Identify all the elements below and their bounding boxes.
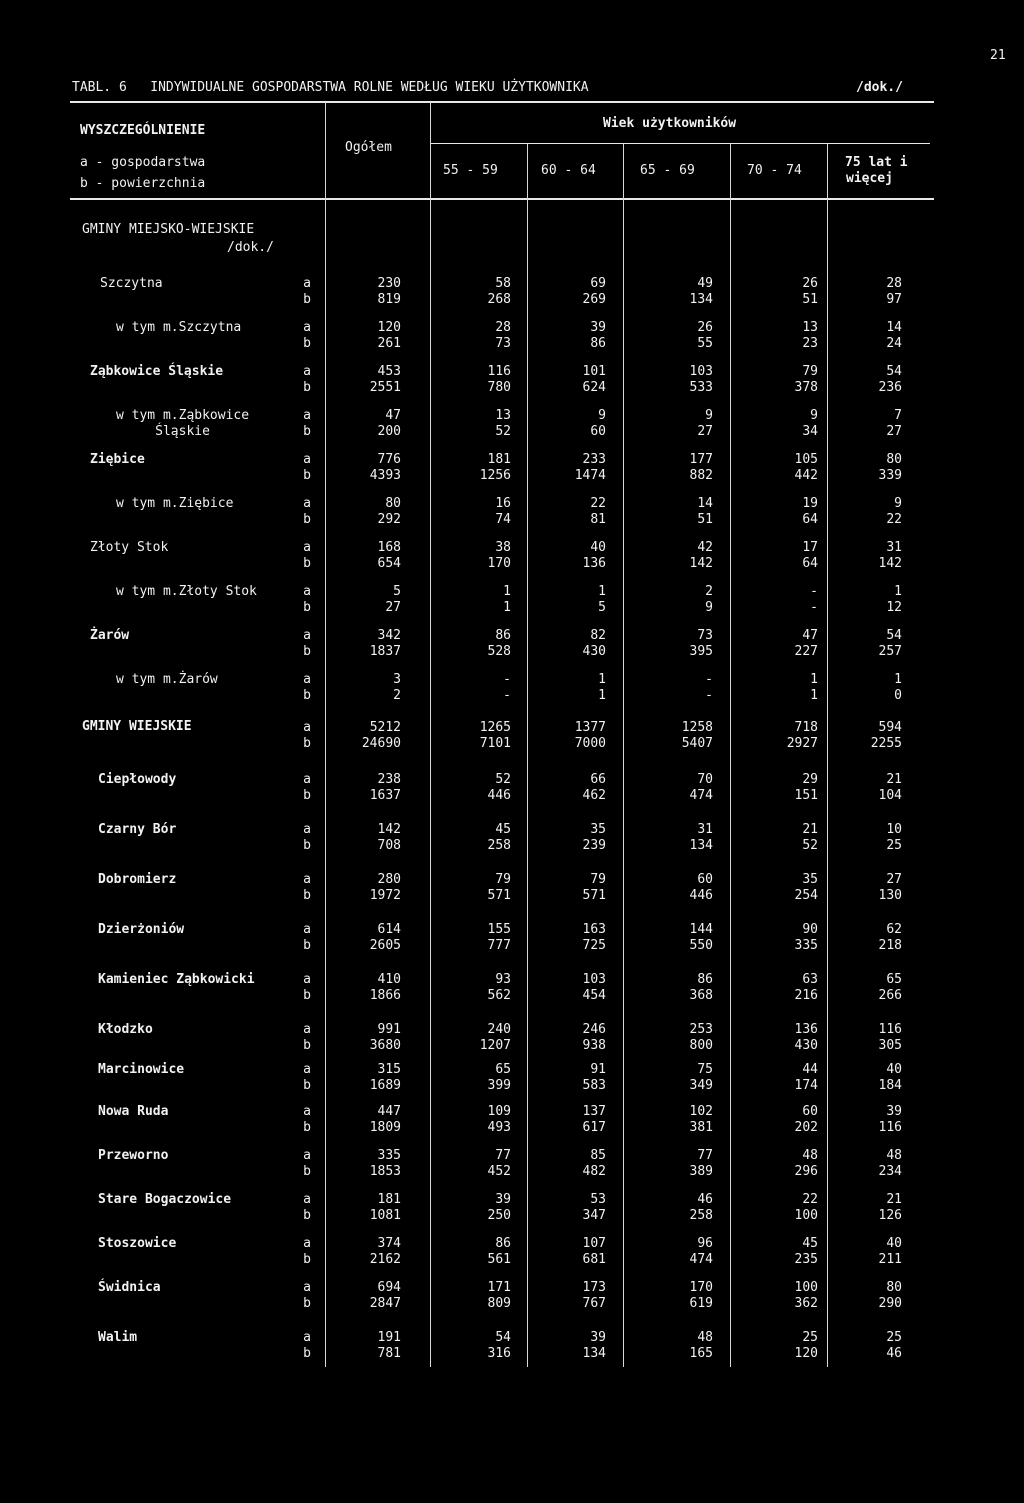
cell-70-74: 44 174 [794, 1062, 818, 1093]
cell-70-74: 29 151 [794, 772, 818, 803]
cell-65-69: 26 55 [697, 320, 713, 351]
cell-55-59: 79 571 [487, 872, 511, 903]
legend-b: b - powierzchnia [80, 176, 206, 191]
header-top-rule [70, 101, 934, 103]
cell-75-plus: 10 25 [886, 822, 902, 853]
cell-60-64: 22 81 [590, 496, 606, 527]
cell-ogolem: 410 1866 [369, 972, 401, 1003]
cell-60-64: 79 571 [582, 872, 606, 903]
cell-65-69: 96 474 [689, 1236, 713, 1267]
cell-65-69: 177 882 [689, 452, 713, 483]
cell-75-plus: 54 257 [878, 628, 902, 659]
ab-marker: a b [303, 452, 311, 483]
row-label: Kłodzko [98, 1022, 153, 1037]
cell-ogolem: 694 2847 [369, 1280, 401, 1311]
ab-marker: a b [303, 276, 311, 307]
cell-55-59: 181 1256 [479, 452, 511, 483]
row-label: Nowa Ruda [98, 1104, 169, 1119]
table-row [0, 922, 1024, 954]
row-label: w tym m.Ząbkowice Śląskie [116, 408, 250, 439]
row-label: w tym m.Żarów [116, 672, 218, 687]
table-row [0, 1192, 1024, 1224]
cell-55-59: 109 493 [487, 1104, 511, 1135]
cell-55-59: 240 1207 [479, 1022, 511, 1053]
cell-75-plus: 65 266 [878, 972, 902, 1003]
cell-55-59: 155 777 [487, 922, 511, 953]
cell-60-64: 82 430 [582, 628, 606, 659]
cell-75-plus: 48 234 [878, 1148, 902, 1179]
cell-70-74: 22 100 [794, 1192, 818, 1223]
cell-75-plus: 28 97 [886, 276, 902, 307]
cell-75-plus: 9 22 [886, 496, 902, 527]
cell-60-64: 1377 7000 [574, 720, 606, 751]
cell-55-59: - - [503, 672, 511, 703]
cell-70-74: 48 296 [794, 1148, 818, 1179]
cell-75-plus: 40 184 [878, 1062, 902, 1093]
cell-65-69: 77 389 [689, 1148, 713, 1179]
cell-75-plus: 80 339 [878, 452, 902, 483]
cell-65-69: 60 446 [689, 872, 713, 903]
cell-65-69: 253 800 [689, 1022, 713, 1053]
cell-ogolem: 280 1972 [369, 872, 401, 903]
cell-75-plus: 21 126 [878, 1192, 902, 1223]
cell-ogolem: 447 1809 [369, 1104, 401, 1135]
cell-ogolem: 335 1853 [369, 1148, 401, 1179]
row-label: w tym m.Szczytna [116, 320, 242, 335]
cell-55-59: 86 561 [487, 1236, 511, 1267]
cell-75-plus: 39 116 [878, 1104, 902, 1135]
ogolem-header: Ogółem [345, 140, 392, 155]
ab-marker: a b [303, 496, 311, 527]
cell-70-74: 21 52 [802, 822, 818, 853]
cell-55-59: 45 258 [487, 822, 511, 853]
cell-75-plus: 54 236 [878, 364, 902, 395]
cell-75-plus: 62 218 [878, 922, 902, 953]
cell-65-69: - - [705, 672, 713, 703]
cell-ogolem: 230 819 [377, 276, 401, 307]
section-title-urban-rural: GMINY MIEJSKO-WIEJSKIE [82, 222, 255, 237]
row-label: Stoszowice [98, 1236, 177, 1251]
age-group-70-74: 70 - 74 [747, 163, 802, 178]
cell-65-69: 86 368 [689, 972, 713, 1003]
cell-75-plus: 1 0 [894, 672, 902, 703]
ab-marker: a b [303, 540, 311, 571]
cell-75-plus: 1 12 [886, 584, 902, 615]
row-label: Przeworno [98, 1148, 169, 1163]
cell-75-plus: 27 130 [878, 872, 902, 903]
cell-65-69: 48 165 [689, 1330, 713, 1361]
cell-65-69: 31 134 [689, 822, 713, 853]
cell-55-59: 38 170 [487, 540, 511, 571]
ab-marker: a b [303, 408, 311, 439]
ab-marker: a b [303, 672, 311, 703]
page-number: 21 [990, 48, 1006, 63]
table-row [0, 584, 1024, 616]
cell-ogolem: 342 1837 [369, 628, 401, 659]
cell-55-59: 86 528 [487, 628, 511, 659]
ab-marker: a b [303, 364, 311, 395]
legend-a: a - gospodarstwa [80, 155, 206, 170]
ab-marker: a b [303, 972, 311, 1003]
section-subtitle: /dok./ [227, 240, 274, 255]
cell-75-plus: 116 305 [878, 1022, 902, 1053]
header-bottom-rule [70, 198, 934, 200]
cell-75-plus: 31 142 [878, 540, 902, 571]
cell-ogolem: 47 200 [377, 408, 401, 439]
cell-70-74: 63 216 [794, 972, 818, 1003]
cell-75-plus: 594 2255 [870, 720, 902, 751]
cell-60-64: 101 624 [582, 364, 606, 395]
cell-60-64: 69 269 [582, 276, 606, 307]
row-label: Stare Bogaczowice [98, 1192, 232, 1207]
cell-60-64: 40 136 [582, 540, 606, 571]
table-row [0, 364, 1024, 396]
ab-marker: a b [303, 1104, 311, 1135]
row-label: Marcinowice [98, 1062, 185, 1077]
cell-55-59: 28 73 [495, 320, 511, 351]
age-group-65-69: 65 - 69 [640, 163, 695, 178]
row-label: Dobromierz [98, 872, 177, 887]
cell-55-59: 58 268 [487, 276, 511, 307]
cell-70-74: 45 235 [794, 1236, 818, 1267]
ab-marker: a b [303, 584, 311, 615]
cell-55-59: 54 316 [487, 1330, 511, 1361]
cell-55-59: 1265 7101 [479, 720, 511, 751]
row-label: Ziębice [90, 452, 145, 467]
cell-75-plus: 21 104 [878, 772, 902, 803]
row-label: Kamieniec Ząbkowicki [98, 972, 255, 987]
table-row [0, 1330, 1024, 1362]
table-row [0, 972, 1024, 1004]
row-label: Ząbkowice Śląskie [90, 364, 224, 379]
cell-65-69: 103 533 [689, 364, 713, 395]
cell-70-74: 25 120 [794, 1330, 818, 1361]
cell-70-74: 718 2927 [786, 720, 818, 751]
age-subheader-rule [430, 143, 930, 144]
cell-65-69: 1258 5407 [681, 720, 713, 751]
cell-ogolem: 191 781 [377, 1330, 401, 1361]
cell-ogolem: 3 2 [393, 672, 401, 703]
age-group-75-plus: 75 lat i [845, 155, 908, 170]
cell-70-74: 136 430 [794, 1022, 818, 1053]
cell-60-64: 85 482 [582, 1148, 606, 1179]
table-row [0, 1022, 1024, 1054]
cell-70-74: 60 202 [794, 1104, 818, 1135]
cell-ogolem: 374 2162 [369, 1236, 401, 1267]
cell-60-64: 53 347 [582, 1192, 606, 1223]
cell-70-74: 100 362 [794, 1280, 818, 1311]
cell-70-74: 79 378 [794, 364, 818, 395]
cell-55-59: 39 250 [487, 1192, 511, 1223]
cell-65-69: 14 51 [697, 496, 713, 527]
table-row [0, 1148, 1024, 1180]
cell-60-64: 137 617 [582, 1104, 606, 1135]
ab-marker: a b [303, 1236, 311, 1267]
cell-ogolem: 5 27 [385, 584, 401, 615]
cell-60-64: 107 681 [582, 1236, 606, 1267]
age-group-75-plus-more: więcej [846, 171, 893, 186]
cell-60-64: 103 454 [582, 972, 606, 1003]
ab-marker: a b [303, 1148, 311, 1179]
cell-70-74: 19 64 [802, 496, 818, 527]
table-row [0, 496, 1024, 528]
row-label: Ciepłowody [98, 772, 177, 787]
ab-marker: a b [303, 872, 311, 903]
cell-70-74: 90 335 [794, 922, 818, 953]
cell-ogolem: 453 2551 [369, 364, 401, 395]
cell-ogolem: 80 292 [377, 496, 401, 527]
row-label: Żarów [90, 628, 130, 643]
cell-55-59: 171 809 [487, 1280, 511, 1311]
age-group-60-64: 60 - 64 [541, 163, 596, 178]
cell-65-69: 144 550 [689, 922, 713, 953]
cell-60-64: 39 134 [582, 1330, 606, 1361]
cell-65-69: 49 134 [689, 276, 713, 307]
cell-ogolem: 991 3680 [369, 1022, 401, 1053]
row-label: Czarny Bór [98, 822, 177, 837]
row-label: Złoty Stok [90, 540, 169, 555]
cell-ogolem: 614 2605 [369, 922, 401, 953]
cell-ogolem: 238 1637 [369, 772, 401, 803]
table-row [0, 1104, 1024, 1136]
cell-70-74: 9 34 [802, 408, 818, 439]
cell-70-74: 105 442 [794, 452, 818, 483]
cell-ogolem: 776 4393 [369, 452, 401, 483]
table-title: TABL. 6 INDYWIDUALNE GOSPODARSTWA ROLNE WEDŁUG WIEKU UŻYTKOWNIKA [72, 80, 589, 95]
cell-60-64: 66 462 [582, 772, 606, 803]
table-row [0, 276, 1024, 308]
cell-60-64: 39 86 [590, 320, 606, 351]
table-row-gminy-wiejskie-total [0, 720, 1024, 752]
row-label: Walim [98, 1330, 138, 1345]
table-row [0, 1062, 1024, 1094]
cell-ogolem: 168 654 [377, 540, 401, 571]
table-row [0, 452, 1024, 484]
cell-55-59: 16 74 [495, 496, 511, 527]
cell-55-59: 65 399 [487, 1062, 511, 1093]
ab-marker: a b [303, 1280, 311, 1311]
cell-ogolem: 5212 24690 [361, 720, 401, 751]
cell-65-69: 46 258 [689, 1192, 713, 1223]
cell-55-59: 93 562 [487, 972, 511, 1003]
cell-70-74: 26 51 [802, 276, 818, 307]
table-row [0, 672, 1024, 704]
cell-65-69: 73 395 [689, 628, 713, 659]
cell-60-64: 163 725 [582, 922, 606, 953]
cell-ogolem: 181 1081 [369, 1192, 401, 1223]
ab-marker: a b [303, 1062, 311, 1093]
row-label: Świdnica [98, 1280, 161, 1295]
ab-marker: a b [303, 320, 311, 351]
cell-65-69: 2 9 [705, 584, 713, 615]
cell-60-64: 9 60 [590, 408, 606, 439]
row-label: Szczytna [100, 276, 163, 291]
cell-70-74: 1 1 [810, 672, 818, 703]
cell-75-plus: 40 211 [878, 1236, 902, 1267]
table-row [0, 320, 1024, 352]
table-row [0, 408, 1024, 440]
ab-marker: a b [303, 1022, 311, 1053]
table-row [0, 540, 1024, 572]
row-label: w tym m.Ziębice [116, 496, 234, 511]
cell-ogolem: 120 261 [377, 320, 401, 351]
section-title-rural: GMINY WIEJSKIE [82, 719, 192, 734]
cell-60-64: 246 938 [582, 1022, 606, 1053]
ab-marker: a b [303, 922, 311, 953]
cell-65-69: 75 349 [689, 1062, 713, 1093]
cell-ogolem: 142 708 [377, 822, 401, 853]
row-label: w tym m.Złoty Stok [116, 584, 257, 599]
wiek-header: Wiek użytkowników [603, 116, 737, 131]
table-row [0, 628, 1024, 660]
ab-marker: a b [303, 628, 311, 659]
cell-55-59: 77 452 [487, 1148, 511, 1179]
ab-marker: a b [303, 822, 311, 853]
cell-65-69: 102 381 [689, 1104, 713, 1135]
cell-65-69: 170 619 [689, 1280, 713, 1311]
cell-70-74: 35 254 [794, 872, 818, 903]
table-title-continued: /dok./ [856, 80, 903, 95]
age-group-55-59: 55 - 59 [443, 163, 498, 178]
cell-70-74: 13 23 [802, 320, 818, 351]
cell-60-64: 233 1474 [574, 452, 606, 483]
cell-70-74: - - [810, 584, 818, 615]
cell-60-64: 173 767 [582, 1280, 606, 1311]
spec-title: WYSZCZEGÓLNIENIE [80, 123, 206, 138]
cell-75-plus: 7 27 [886, 408, 902, 439]
cell-75-plus: 14 24 [886, 320, 902, 351]
cell-60-64: 1 1 [598, 672, 606, 703]
ab-marker: a b [303, 772, 311, 803]
cell-55-59: 116 780 [487, 364, 511, 395]
cell-75-plus: 25 46 [886, 1330, 902, 1361]
cell-65-69: 42 142 [689, 540, 713, 571]
cell-55-59: 13 52 [495, 408, 511, 439]
cell-75-plus: 80 290 [878, 1280, 902, 1311]
cell-70-74: 47 227 [794, 628, 818, 659]
ab-marker: a b [303, 720, 311, 751]
table-row [0, 1280, 1024, 1312]
cell-60-64: 1 5 [598, 584, 606, 615]
table-row [0, 1236, 1024, 1268]
table-row [0, 822, 1024, 854]
cell-65-69: 70 474 [689, 772, 713, 803]
cell-70-74: 17 64 [802, 540, 818, 571]
cell-65-69: 9 27 [697, 408, 713, 439]
ab-marker: a b [303, 1192, 311, 1223]
cell-55-59: 1 1 [503, 584, 511, 615]
table-row [0, 872, 1024, 904]
ab-marker: a b [303, 1330, 311, 1361]
cell-55-59: 52 446 [487, 772, 511, 803]
row-label: Dzierżoniów [98, 922, 185, 937]
cell-60-64: 91 583 [582, 1062, 606, 1093]
cell-60-64: 35 239 [582, 822, 606, 853]
cell-ogolem: 315 1689 [369, 1062, 401, 1093]
table-row [0, 772, 1024, 804]
